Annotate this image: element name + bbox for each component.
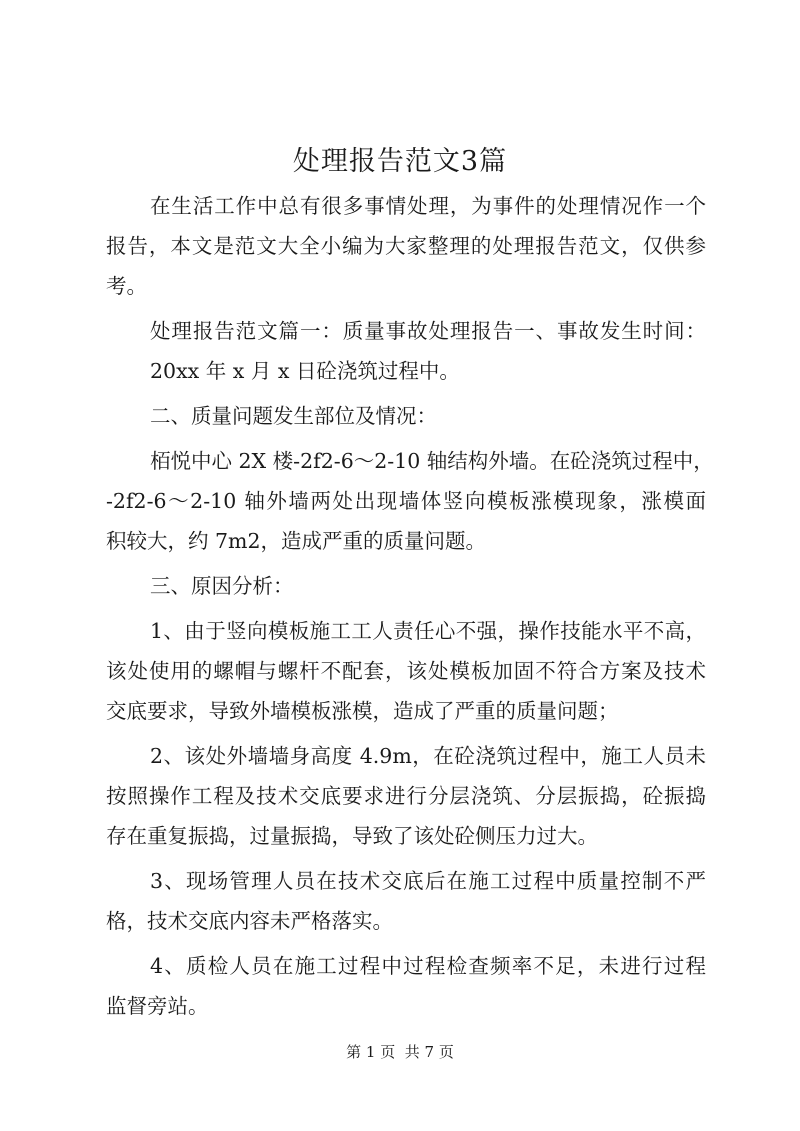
paragraph	[106, 186, 706, 306]
section-heading	[106, 396, 706, 436]
paragraph-line: 格，技术交底内容未严格落实。	[106, 909, 393, 933]
page-footer: 第 1 页 共 7 页	[346, 1043, 454, 1061]
paragraph	[106, 946, 706, 1026]
paragraph-line: 三、原因分析：	[150, 574, 294, 598]
paragraph-line: 该处使用的螺帽与螺杆不配套，该处模板加固不符合方案及技术	[106, 659, 706, 683]
paragraph-line: -2f2-6～2-10 轴外墙两处出现墙体竖向模板涨模现象，涨模面	[106, 489, 706, 513]
paragraph-line: 1、由于竖向模板施工工人责任心不强，操作技能水平不高，	[150, 619, 706, 643]
paragraph-line: 20xx 年 x 月 x 日砼浇筑过程中。	[150, 359, 460, 383]
paragraph	[106, 861, 706, 941]
paragraph-line: 按照操作工程及技术交底要求进行分层浇筑、分层振捣，砼振捣	[106, 784, 706, 808]
paragraph-line: 积较大，约 7m2，造成严重的质量问题。	[106, 529, 487, 553]
paragraph-line: 处理报告范文篇一：质量事故处理报告一、事故发生时间：	[150, 319, 706, 343]
paragraph-line: 二、质量问题发生部位及情况：	[150, 404, 437, 428]
document-title: 处理报告范文3篇	[292, 146, 508, 177]
paragraph-line: 4、质检人员在施工过程中过程检查频率不足，未进行过程	[150, 954, 706, 978]
paragraph-line: 存在重复振捣，过量振捣，导致了该处砼侧压力过大。	[106, 824, 598, 848]
paragraph-line: 在生活工作中总有很多事情处理，为事件的处理情况作一个	[150, 194, 706, 218]
paragraph-line: 栢悦中心 2X 楼-2f2-6～2-10 轴结构外墙。在砼浇筑过程中，	[150, 449, 714, 473]
paragraph	[106, 311, 706, 391]
paragraph-line: 考。	[106, 274, 147, 298]
paragraph-line: 监督旁站。	[106, 994, 209, 1018]
section-heading	[106, 566, 706, 606]
paragraph-line: 交底要求，导致外墙模板涨模，造成了严重的质量问题；	[106, 699, 619, 723]
document-body	[106, 186, 714, 1031]
paragraph	[106, 611, 706, 731]
paragraph-line: 2、该处外墙墙身高度 4.9m，在砼浇筑过程中，施工人员未	[150, 744, 706, 768]
paragraph-line: 报告，本文是范文大全小编为大家整理的处理报告范文，仅供参	[106, 234, 706, 258]
paragraph-line: 3、现场管理人员在技术交底后在施工过程中质量控制不严	[150, 869, 706, 893]
paragraph	[106, 736, 706, 856]
paragraph	[106, 441, 714, 561]
